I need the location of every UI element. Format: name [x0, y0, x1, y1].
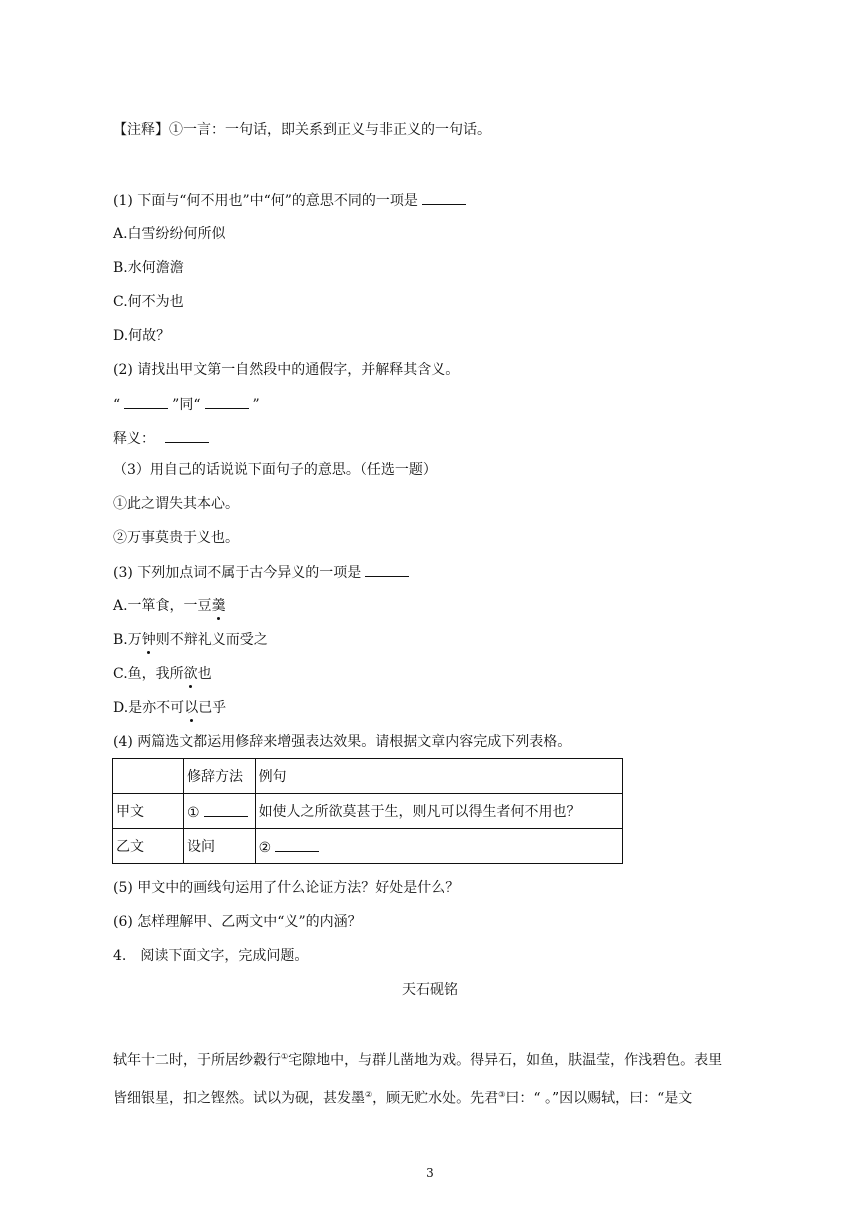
question-1-stem [113, 190, 470, 211]
dotted-word: 钟 [141, 632, 156, 648]
table-row [113, 794, 623, 829]
note-text: ①一言：一句话，即关系到正义与非正义的一句话。 [169, 122, 491, 138]
quote-open: “ [113, 397, 121, 413]
passage-text: 宅隙地中，与群儿凿地为戏。得异石，如鱼，肤温莹，作浅碧色。表里 [288, 1052, 723, 1069]
table-header-cell: 修辞方法 [184, 759, 256, 794]
section-4-heading [113, 946, 308, 966]
circled-number: ② [258, 839, 272, 856]
sentence-2: ②万事莫贵于义也。 [113, 530, 239, 546]
answer-blank [275, 837, 319, 852]
option-text: 则不辩礼义而受之 [155, 632, 268, 648]
answer-blank [124, 394, 168, 409]
dotted-word: 以 [184, 700, 199, 716]
method-cell: 设问 [184, 829, 256, 864]
q3b-option-a [113, 596, 226, 616]
table-header-cell [113, 759, 184, 794]
question-1-text: (1) 下面与“何不用也”中“何”的意思不同的一项是 [113, 193, 418, 209]
passage-line-1 [113, 1040, 769, 1078]
row-label: 甲文 [113, 794, 184, 829]
option-text: A.一箪食，一豆 [113, 598, 212, 614]
answer-blank [205, 394, 249, 409]
footnote-marker: ② [365, 1089, 373, 1099]
note-label: 【注释】 [113, 122, 169, 138]
page-number: 3 [426, 1166, 434, 1180]
passage-line-2 [113, 1078, 769, 1116]
q3b-option-b [113, 630, 268, 650]
answer-blank [422, 190, 466, 205]
question-3b-stem [113, 562, 413, 583]
quote-close: ” [252, 397, 260, 413]
annotation-note [113, 120, 491, 140]
q3b-option-c [113, 664, 212, 684]
section-stem: 阅读下面文字，完成问题。 [140, 948, 309, 964]
passage-body [113, 1040, 769, 1115]
question-3a-stem: （3）用自己的话说说下面句子的意思。（任选一题） [113, 462, 437, 478]
option-d: D.何故？ [113, 328, 171, 344]
table-header-row [113, 759, 623, 794]
footnote-marker: ① [281, 1052, 289, 1061]
table-row [113, 829, 623, 864]
option-b: B.水何澹澹 [113, 260, 184, 276]
method-cell [184, 794, 256, 829]
table-header-cell: 例句 [255, 759, 622, 794]
footnote-marker: ③ [498, 1089, 506, 1099]
section-number: 4. [113, 948, 127, 964]
shiyi-label: 释义： [113, 431, 155, 447]
question-6-stem: (6) 怎样理解甲、乙两文中“义”的内涵？ [113, 914, 362, 930]
passage-text: 曰：“ 。”因以赐轼，曰：“是文 [505, 1090, 693, 1107]
option-c: C.何不为也 [113, 294, 184, 310]
dotted-word: 羹 [211, 598, 226, 614]
passage-text: 皆细银星，扣之铿然。试以为砚，甚发墨 [113, 1090, 365, 1107]
option-text: B.万 [113, 632, 142, 648]
question-4-stem: (4) 两篇选文都运用修辞来增强表达效果。请根据文章内容完成下列表格。 [113, 734, 572, 750]
option-text: D.是亦不可 [113, 700, 185, 716]
question-3b-text: (3) 下列加点词不属于古今异义的一项是 [113, 565, 362, 581]
option-text: C.鱼，我所 [113, 666, 184, 682]
question-2-stem: (2) 请找出甲文第一自然段中的通假字，并解释其含义。 [113, 362, 460, 378]
shiyi-line [113, 428, 213, 449]
answer-blank [165, 428, 209, 443]
passage-text: 轼年十二时，于所居纱縠行 [113, 1052, 281, 1069]
tongjiazi-line [113, 394, 260, 415]
row-label: 乙文 [113, 829, 184, 864]
answer-blank [365, 562, 409, 577]
passage-title: 天石砚铭 [402, 982, 458, 998]
option-text: 已乎 [198, 700, 227, 716]
rhetoric-table [112, 758, 623, 864]
sentence-1: ①此之谓失其本心。 [113, 496, 239, 512]
dotted-word: 欲 [183, 666, 198, 682]
q3b-option-d [113, 698, 226, 718]
example-cell: 如使人之所欲莫甚于生，则凡可以得生者何不用也？ [255, 794, 622, 829]
passage-text: ，顾无贮水处。先君 [372, 1090, 499, 1107]
example-cell [255, 829, 622, 864]
question-5-stem: (5) 甲文中的画线句运用了什么论证方法？好处是什么？ [113, 880, 460, 896]
answer-blank [204, 802, 248, 817]
option-text: 也 [197, 666, 212, 682]
circled-number: ① [187, 804, 200, 821]
option-a: A.白雪纷纷何所似 [113, 226, 226, 242]
tong-mid: ”同“ [172, 397, 201, 413]
